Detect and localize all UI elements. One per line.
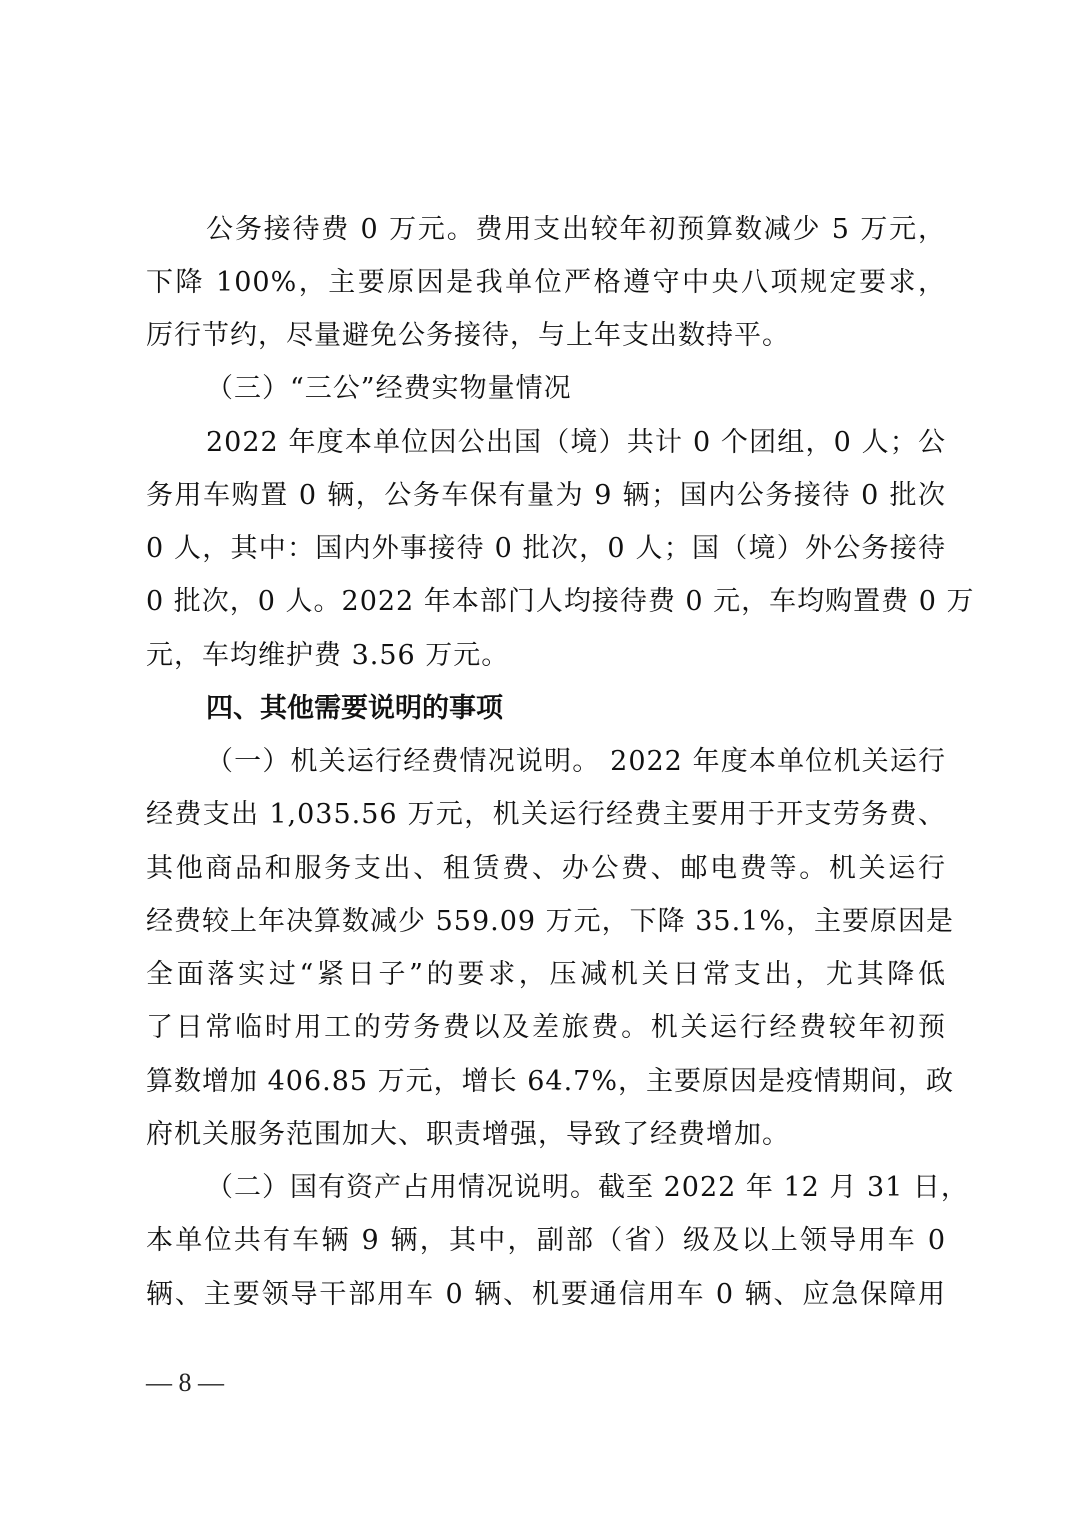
- paragraph-line: 经费较上年决算数减少 559.09 万元，下降 35.1%，主要原因是: [146, 906, 954, 937]
- paragraph-line: 0 批次，0 人。2022 年本部门人均接待费 0 元，车均购置费 0 万: [146, 586, 975, 617]
- paragraph-line: 其他商品和服务支出、租赁费、办公费、邮电费等。机关运行: [146, 853, 946, 884]
- paragraph-line: （二）国有资产占用情况说明。截至 2022 年 12 月 31 日，: [206, 1172, 969, 1203]
- paragraph-line: （一）机关运行经费情况说明。 2022 年度本单位机关运行: [206, 746, 946, 777]
- paragraph-line: 元，车均维护费 3.56 万元。: [146, 640, 510, 671]
- paragraph-line: 厉行节约，尽量避免公务接待，与上年支出数持平。: [146, 320, 790, 351]
- section-heading: （三）“三公”经费实物量情况: [206, 373, 572, 404]
- paragraph-line: 2022 年度本单位因公出国（境）共计 0 个团组，0 人；公: [206, 427, 946, 458]
- paragraph-line: 全面落实过“紧日子”的要求，压减机关日常支出，尤其降低: [146, 959, 946, 990]
- section-heading-bold: 四、其他需要说明的事项: [206, 693, 503, 724]
- paragraph-line: 下降 100%，主要原因是我单位严格遵守中央八项规定要求，: [146, 267, 946, 298]
- paragraph-line: 务用车购置 0 辆，公务车保有量为 9 辆；国内公务接待 0 批次: [146, 480, 946, 511]
- paragraph-line: 府机关服务范围加大、职责增强，导致了经费增加。: [146, 1119, 790, 1150]
- paragraph-line: 经费支出 1,035.56 万元，机关运行经费主要用于开支劳务费、: [146, 799, 946, 830]
- paragraph-line: 辆、主要领导干部用车 0 辆、机要通信用车 0 辆、应急保障用: [146, 1279, 946, 1310]
- paragraph-line: 0 人，其中：国内外事接待 0 批次，0 人；国（境）外公务接待: [146, 533, 946, 564]
- paragraph-line: 公务接待费 0 万元。费用支出较年初预算数减少 5 万元，: [206, 214, 946, 245]
- paragraph-line: 了日常临时用工的劳务费以及差旅费。机关运行经费较年初预: [146, 1012, 946, 1043]
- paragraph-line: 算数增加 406.85 万元，增长 64.7%，主要原因是疫情期间，政: [146, 1066, 954, 1097]
- page-number: — 8 —: [146, 1368, 224, 1397]
- paragraph-line: 本单位共有车辆 9 辆，其中，副部（省）级及以上领导用车 0: [146, 1225, 946, 1256]
